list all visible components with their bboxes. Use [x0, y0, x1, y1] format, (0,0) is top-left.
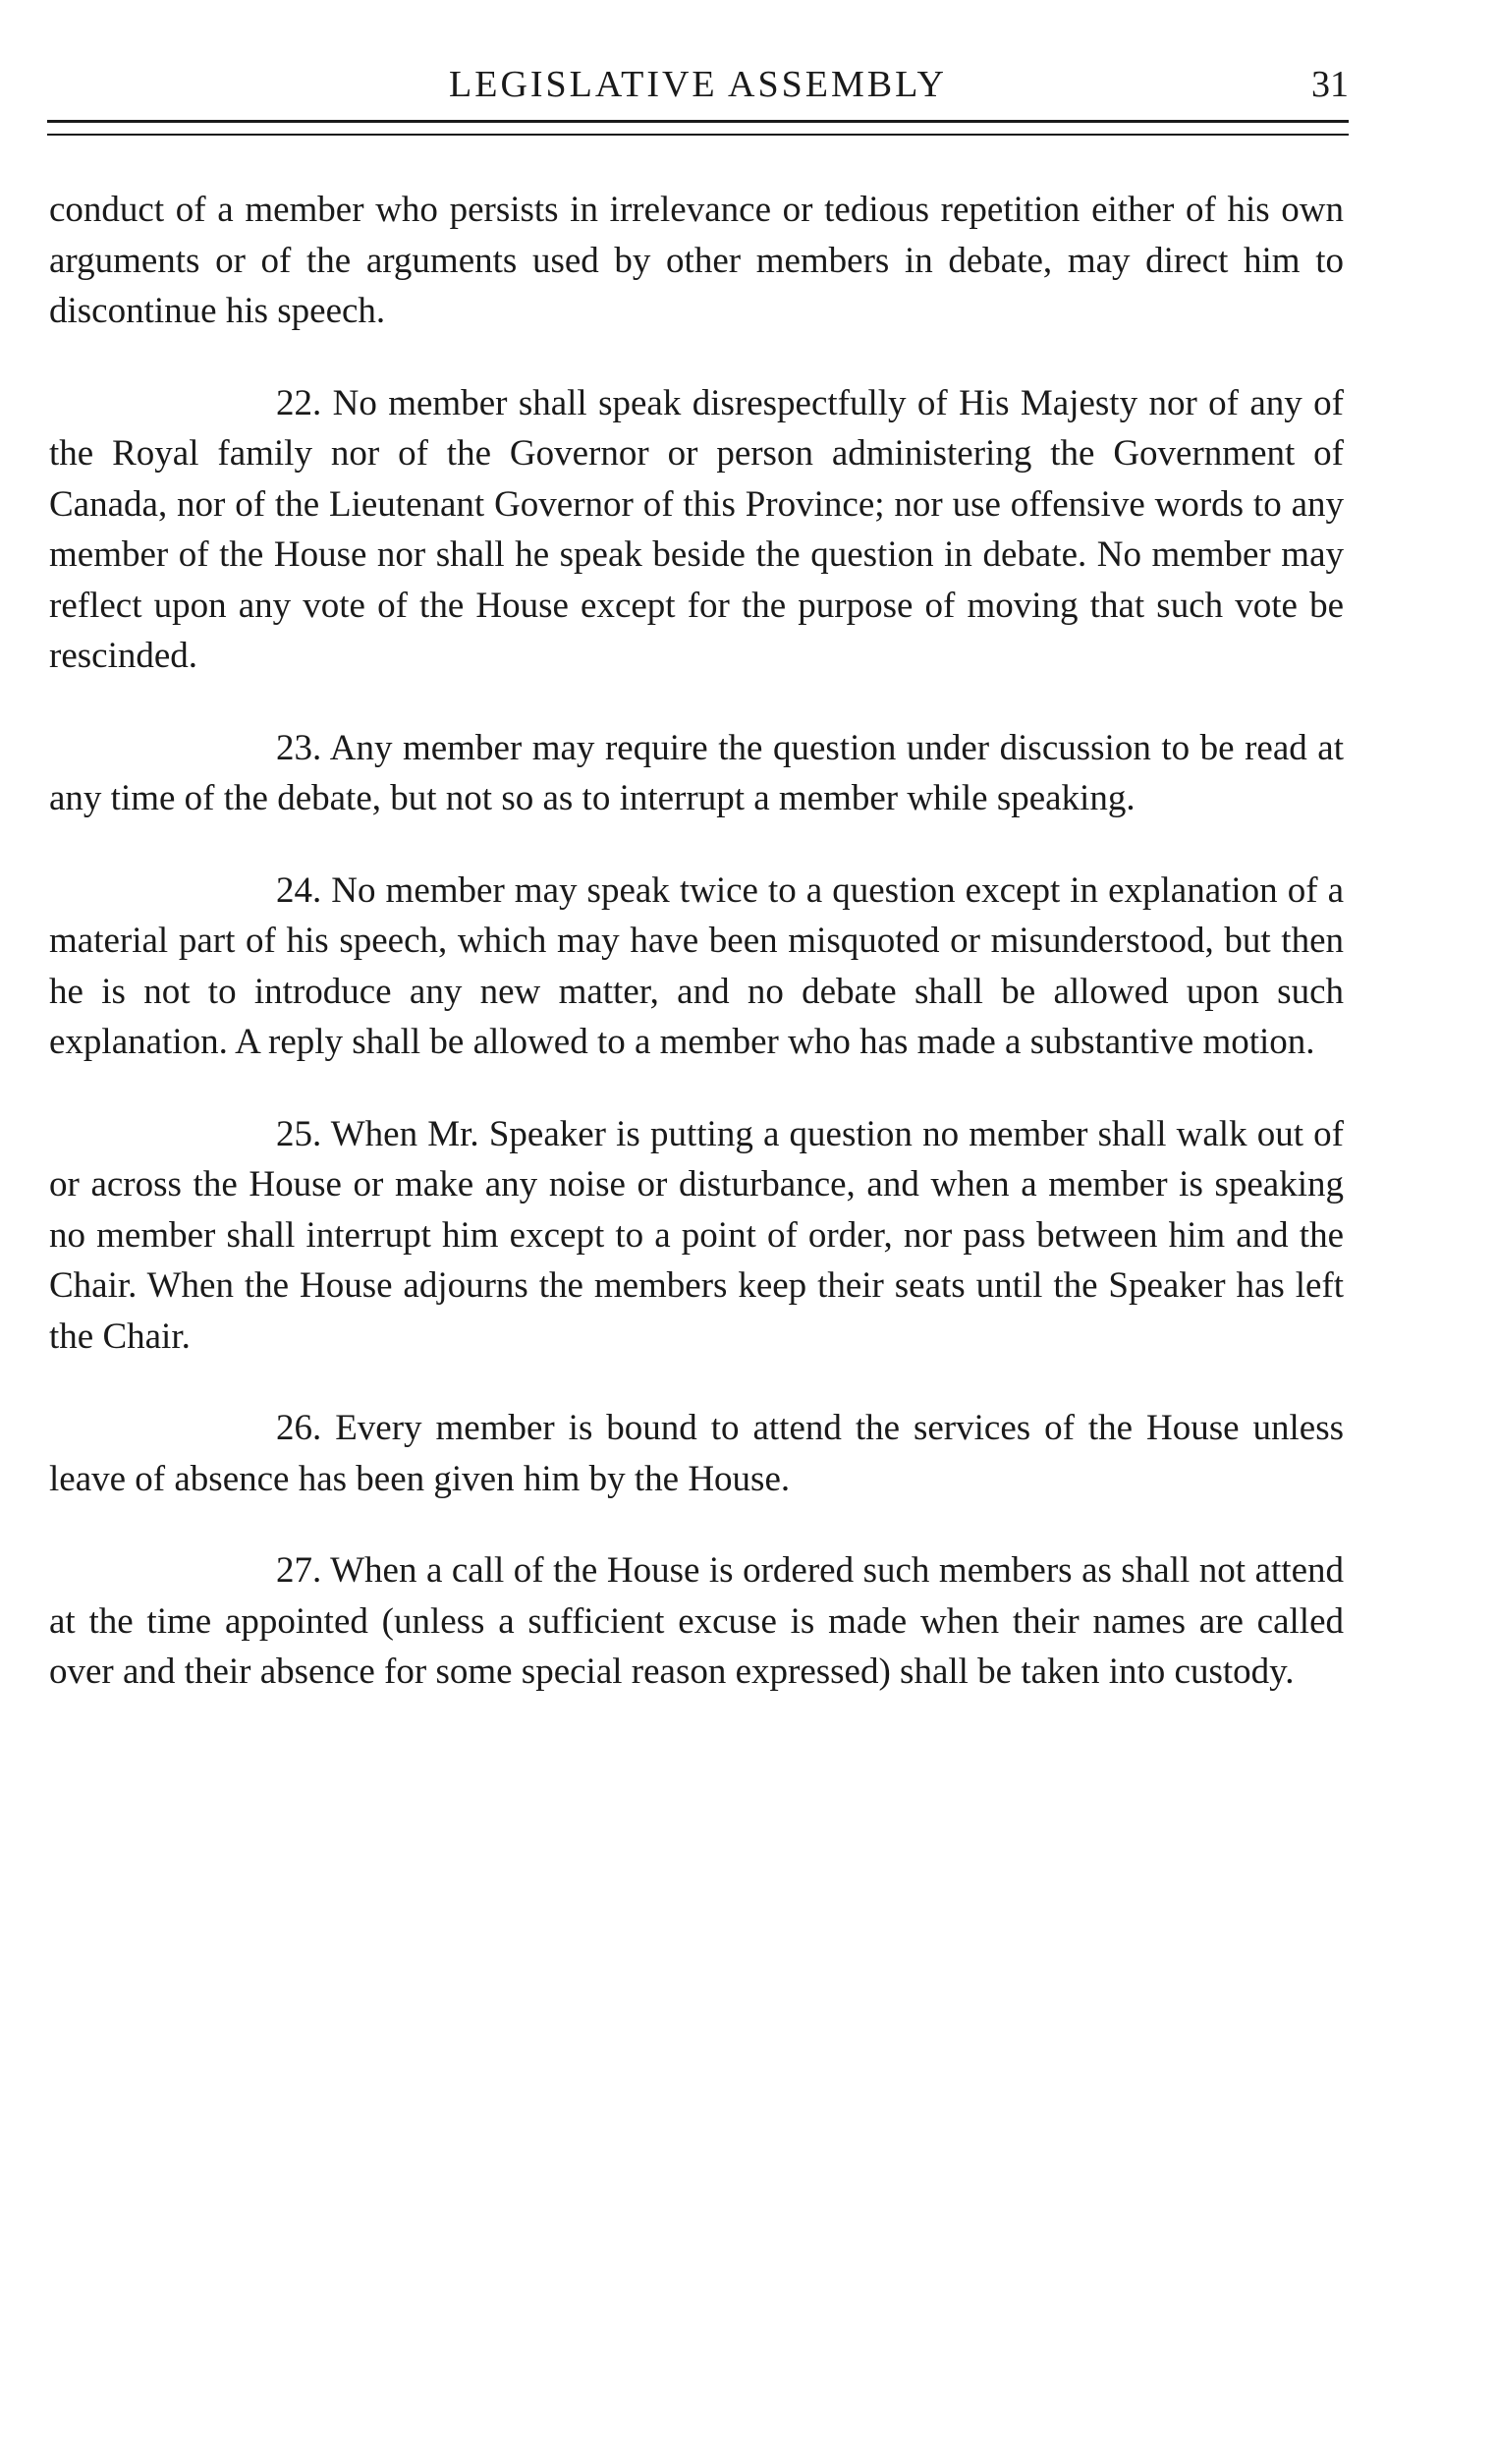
header-rule-top	[47, 120, 1349, 123]
paragraph-rule-25: 25. When Mr. Speaker is putting a question no member shall walk out of or across the House or make any noise or disturbance, and when a member is speaking no member shall interrupt him except to a point of order, nor pass between him and the Chair. When the House adjourns the members keep their seats until the Speaker has left the Chair.	[49, 1113, 1344, 1357]
paragraph-continued: conduct of a member who persists in irrelevance or tedious repetition either of his own arguments or of the arguments used by other members in debate, may direct him to discontinue his speech.	[49, 190, 1344, 331]
paragraph-rule-23: 23. Any member may require the question under discussion to be read at any time of the debate, but not so as to interrupt a member while speaking.	[49, 727, 1344, 818]
paragraph-rule-26: 26. Every member is bound to attend the services of the House unless leave of absence has been given him by the House.	[49, 1408, 1344, 1499]
paragraph-rule-27: 27. When a call of the House is ordered such members as shall not attend at the time appointed (unless a sufficient excuse is made when their names are called over and their absence for some special reason expressed) shall be taken into custody.	[49, 1550, 1344, 1692]
running-title: LEGISLATIVE ASSEMBLY	[449, 64, 947, 105]
running-header	[47, 55, 1349, 114]
page-number: 31	[1311, 64, 1349, 105]
paragraph-rule-24: 24. No member may speak twice to a question except in explanation of a material part of his speech, which may have been misquoted or misunderstood, but then he is not to introduce any new matter, and no debate shall be allowed upon such explanation. A reply shall be allowed to a member who has made a substantive motion.	[49, 869, 1344, 1062]
header-rule-bottom	[47, 134, 1349, 136]
body-text	[49, 185, 1344, 1739]
paragraph-rule-22: 22. No member shall speak disrespectfully of His Majesty nor of any of the Royal family nor of the Governor or person administering the Government of Canada, nor of the Lieutenant Governor of this Province; nor use offensive words to any member of the House nor shall he speak beside the question in debate. No member may reflect upon any vote of the House except for the purpose of moving that such vote be rescinded.	[49, 382, 1344, 676]
